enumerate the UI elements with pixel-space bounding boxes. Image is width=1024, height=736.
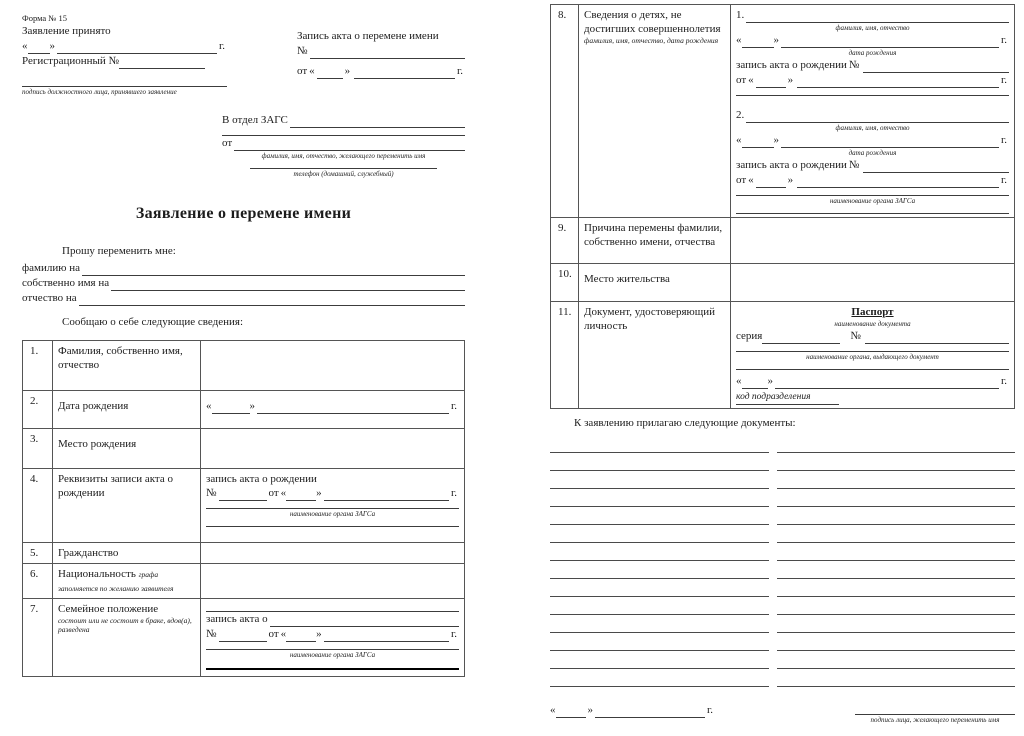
row-label <box>53 599 201 677</box>
row-value-cell <box>201 469 465 543</box>
attachment-blank-line <box>550 633 1015 651</box>
month-blank-field <box>324 488 449 501</box>
table-row-birth-record <box>23 469 465 543</box>
record-number-line <box>297 44 465 59</box>
day-blank-field <box>742 135 774 148</box>
zags-org-blank-field <box>206 642 459 650</box>
row-value-cell <box>201 543 465 564</box>
from-label: от <box>297 65 308 77</box>
table-row-surname <box>23 341 465 391</box>
additional-info-table <box>550 4 1015 409</box>
year-suffix: г. <box>450 628 457 640</box>
table-row-nationality <box>23 564 465 599</box>
month-blank-field <box>781 35 999 48</box>
left-column <box>22 12 465 677</box>
issue-date-line <box>736 374 1009 389</box>
right-column <box>550 4 1015 725</box>
child-record-date-line <box>736 73 1009 88</box>
quote-close: » <box>587 704 593 716</box>
attachment-blank-line <box>550 561 1015 579</box>
zags-org-caption: наименование органа ЗАГСа <box>289 651 376 659</box>
month-blank-field <box>797 75 999 88</box>
birth-record-label: запись акта о рождении <box>736 59 847 71</box>
row-label <box>53 564 201 599</box>
from-label: от <box>268 628 279 640</box>
attachment-blank-line <box>550 651 1015 669</box>
quote-close: » <box>787 74 794 86</box>
patronymic-line <box>22 291 465 306</box>
attachment-blank-line <box>550 615 1015 633</box>
marital-record-number-line <box>206 627 459 642</box>
quote-close: » <box>344 65 351 77</box>
record-number-blank-field <box>219 488 267 501</box>
registration-label: Регистрационный № <box>22 55 120 67</box>
day-blank-field <box>28 41 50 54</box>
day-blank-field <box>317 66 343 79</box>
month-blank-field <box>57 41 217 54</box>
given-name-blank-field <box>111 278 465 291</box>
month-blank-field <box>797 175 999 188</box>
attachment-blank-line <box>550 579 1015 597</box>
issuer-blank-field-2 <box>736 362 1009 370</box>
from-label: от <box>736 74 747 86</box>
to-zags-label: В отдел ЗАГС <box>222 114 288 126</box>
row-value-cell <box>731 264 1015 302</box>
row-value-cell <box>201 599 465 677</box>
number-sign: № <box>848 159 860 171</box>
birth-record-label: запись акта о рождении <box>736 159 847 171</box>
series-number-line <box>736 329 1009 344</box>
row-number: 2. <box>23 391 53 429</box>
issuer-caption: наименование органа, выдающего документ <box>806 353 939 361</box>
child-name-line <box>736 8 1009 23</box>
zags-name-blank-field-2 <box>222 128 465 136</box>
children-note: фамилия, имя, отчество, дата рождения <box>584 36 719 45</box>
birth-date-line <box>206 399 459 414</box>
phone-blank-field <box>250 161 437 169</box>
quote-open: « <box>206 400 212 412</box>
row-label: Причина перемены фамилии, собственно имени, отчества <box>579 218 731 264</box>
quote-close: » <box>787 174 794 186</box>
number-sign: № <box>206 487 217 499</box>
attachment-blank-line <box>550 543 1015 561</box>
table-row-birth-place <box>23 429 465 469</box>
zags-org-caption: наименование органа ЗАГСа <box>289 510 376 518</box>
zags-name-blank-field <box>290 115 465 128</box>
quote-open: « <box>748 74 754 86</box>
record-block <box>297 29 465 97</box>
zags-org-blank-field-2 <box>206 519 459 527</box>
quote-open: « <box>748 174 754 186</box>
month-blank-field <box>781 135 999 148</box>
record-number-blank-field <box>219 629 267 642</box>
given-name-line <box>22 276 465 291</box>
form-header <box>22 12 465 97</box>
quote-open: « <box>309 65 315 77</box>
quote-open: « <box>280 628 287 640</box>
applicant-caption: фамилия, имя, отчество, желающего переменить имя <box>261 152 426 160</box>
row-value-cell <box>201 391 465 429</box>
year-suffix: г. <box>218 40 225 52</box>
record-number-blank-field <box>863 60 1009 73</box>
attachment-blank-line <box>550 453 1015 471</box>
unit-code-line <box>736 389 1009 405</box>
child-record-date-line <box>736 173 1009 188</box>
children-label: Сведения о детях, не достигших совершеннолетия <box>584 9 721 35</box>
child-fio-caption: фамилия, имя, отчество <box>835 124 910 132</box>
child-name-line <box>736 108 1009 123</box>
nationality-label: Национальность <box>58 568 136 580</box>
number-sign: № <box>848 59 860 71</box>
registration-blank-field <box>119 56 205 69</box>
applicant-name-blank-field <box>234 138 465 151</box>
day-blank-field <box>756 75 786 88</box>
table-row-birth-date <box>23 391 465 429</box>
official-signature-field <box>22 79 227 87</box>
day-blank-field <box>286 629 316 642</box>
surname-label: фамилию на <box>22 262 80 274</box>
quote-close: » <box>316 487 322 499</box>
attachment-lines <box>550 435 1015 687</box>
table-row-citizenship <box>23 543 465 564</box>
series-label: серия <box>736 330 763 342</box>
unit-code-label: код подразделения <box>736 390 839 405</box>
document-name-caption: наименование документа <box>834 320 911 328</box>
row-value-cell <box>201 341 465 391</box>
month-blank-field <box>324 629 449 642</box>
nationality-note: графа заполняется по желанию заявителя <box>58 570 174 593</box>
month-blank-field <box>354 66 455 79</box>
attachment-blank-line <box>550 507 1015 525</box>
child-block-1 <box>736 8 1009 96</box>
applicant-line <box>222 136 465 151</box>
year-suffix: г. <box>1000 174 1007 186</box>
year-suffix: г. <box>1000 74 1007 86</box>
footer <box>550 703 1015 725</box>
row-number: 1. <box>23 341 53 391</box>
to-zags-line <box>222 113 465 128</box>
row-label: Гражданство <box>53 543 201 564</box>
series-blank-field <box>762 331 840 344</box>
quote-close: » <box>773 134 779 146</box>
bold-rule <box>206 664 459 670</box>
quote-close: » <box>773 34 779 46</box>
day-blank-field <box>742 35 774 48</box>
marital-record-label: запись акта о <box>206 613 268 625</box>
month-blank-field <box>257 401 449 414</box>
document-number-blank-field <box>865 331 1009 344</box>
zags-org-blank-field <box>206 501 459 509</box>
child-fio-caption: фамилия, имя, отчество <box>835 24 910 32</box>
attachment-blank-line <box>550 669 1015 687</box>
marital-label: Семейное положение <box>58 603 159 615</box>
row-number: 9. <box>551 218 579 264</box>
child-number: 1. <box>736 9 745 21</box>
blank-field <box>736 88 1009 96</box>
year-suffix: г. <box>1000 134 1007 146</box>
child-record-line <box>736 58 1009 73</box>
row-value-cell <box>201 564 465 599</box>
info-intro: Сообщаю о себе следующие сведения: <box>62 316 244 328</box>
child-dob-caption: дата рождения <box>848 149 897 157</box>
row-number: 4. <box>23 469 53 543</box>
month-blank-field <box>775 376 999 389</box>
record-number-blank-field <box>863 160 1009 173</box>
quote-open: « <box>736 34 742 46</box>
child-dob-line <box>736 33 1009 48</box>
row-number: 11. <box>551 302 579 409</box>
row-number: 10. <box>551 264 579 302</box>
row-number: 3. <box>23 429 53 469</box>
child-fio-blank-field <box>746 10 1009 23</box>
attachments-intro: К заявлению прилагаю следующие документы: <box>574 417 796 429</box>
accepted-label: Заявление принято <box>22 25 111 37</box>
form-number: Форма № 15 <box>22 13 68 23</box>
attachment-blank-line <box>550 597 1015 615</box>
quote-close: » <box>767 375 773 387</box>
row-number: 6. <box>23 564 53 599</box>
row-label: Дата рождения <box>53 391 201 429</box>
official-signature-caption: подпись должностного лица, принявшего заявление <box>22 88 177 96</box>
quote-close: » <box>249 400 255 412</box>
quote-open: « <box>736 375 742 387</box>
issuer-blank-field <box>736 344 1009 352</box>
row-value-cell <box>731 302 1015 409</box>
row-number: 7. <box>23 599 53 677</box>
phone-caption: телефон (домашний, служебный) <box>293 170 394 178</box>
quote-open: « <box>736 134 742 146</box>
row-number: 5. <box>23 543 53 564</box>
signature-block <box>855 703 1015 725</box>
day-blank-field <box>556 705 586 718</box>
row-value-cell <box>731 218 1015 264</box>
quote-open: « <box>22 40 28 52</box>
quote-close: » <box>49 40 55 52</box>
year-suffix: г. <box>456 65 463 77</box>
year-suffix: г. <box>450 400 457 412</box>
table-row-residence <box>551 264 1015 302</box>
day-blank-field <box>212 401 250 414</box>
child-block-2 <box>736 108 1009 214</box>
from-label: от <box>268 487 279 499</box>
record-number-blank-field <box>310 46 466 59</box>
document-name: Паспорт <box>851 306 894 318</box>
child-dob-line <box>736 133 1009 148</box>
day-blank-field <box>286 488 316 501</box>
year-suffix: г. <box>1000 375 1007 387</box>
child-number: 2. <box>736 109 745 121</box>
month-blank-field <box>595 705 705 718</box>
surname-blank-field <box>82 263 465 276</box>
accepted-date-line <box>22 39 227 54</box>
birth-record-line <box>206 486 459 501</box>
request-block <box>22 241 465 306</box>
zags-address-block <box>222 113 465 179</box>
record-type-blank-field <box>270 614 459 627</box>
signature-caption: подпись лица, желающего переменить имя <box>870 716 1000 724</box>
surname-line <box>22 261 465 276</box>
day-blank-field <box>756 175 786 188</box>
marital-record-line <box>206 612 459 627</box>
personal-info-table <box>22 340 465 677</box>
attachment-blank-line <box>550 489 1015 507</box>
row-label: Место рождения <box>53 429 201 469</box>
patronymic-blank-field <box>79 293 465 306</box>
table-row-children <box>551 5 1015 218</box>
given-name-label: собственно имя на <box>22 277 110 289</box>
quote-open: « <box>280 487 287 499</box>
signing-date-line <box>550 703 740 718</box>
number-sign: № <box>850 330 861 342</box>
year-suffix: г. <box>450 487 457 499</box>
attachment-blank-line <box>550 435 1015 453</box>
page-title: Заявление о перемене имени <box>135 205 352 222</box>
year-suffix: г. <box>707 704 714 716</box>
patronymic-label: отчество на <box>22 292 77 304</box>
row-number: 8. <box>551 5 579 218</box>
quote-close: » <box>316 628 322 640</box>
row-label: Место жительства <box>579 264 731 302</box>
marital-blank-field <box>206 604 459 612</box>
blank-field <box>736 206 1009 214</box>
record-title: Запись акта о перемене имени <box>297 30 439 42</box>
number-sign: № <box>206 628 217 640</box>
quote-open: « <box>550 704 556 716</box>
attachment-blank-line <box>550 525 1015 543</box>
from-label: от <box>222 137 233 149</box>
year-suffix: г. <box>1000 34 1007 46</box>
table-row-reason <box>551 218 1015 264</box>
row-value-cell <box>201 429 465 469</box>
zags-org-caption: наименование органа ЗАГСа <box>829 197 916 205</box>
birth-record-label: запись акта о рождении <box>206 473 317 485</box>
row-value-cell <box>731 5 1015 218</box>
row-label: Документ, удостоверяющий личность <box>579 302 731 409</box>
record-date-line <box>297 64 465 79</box>
table-row-marital-status <box>23 599 465 677</box>
child-fio-blank-field <box>746 110 1009 123</box>
zags-org-blank-field <box>736 188 1009 196</box>
signature-blank-field <box>855 703 1015 715</box>
number-sign: № <box>297 45 308 57</box>
row-label <box>579 5 731 218</box>
marital-note: состоит или не состоит в браке, вдов(а), разведена <box>58 616 192 634</box>
request-intro: Прошу переменить мне: <box>62 245 176 257</box>
row-label: Фамилия, собственно имя, отчество <box>53 341 201 391</box>
from-label: от <box>736 174 747 186</box>
registration-line <box>22 54 227 69</box>
attachment-blank-line <box>550 471 1015 489</box>
child-dob-caption: дата рождения <box>848 49 897 57</box>
row-label: Реквизиты записи акта о рождении <box>53 469 201 543</box>
acceptance-block <box>22 12 227 97</box>
day-blank-field <box>742 376 768 389</box>
table-row-identity-document <box>551 302 1015 409</box>
child-record-line <box>736 158 1009 173</box>
